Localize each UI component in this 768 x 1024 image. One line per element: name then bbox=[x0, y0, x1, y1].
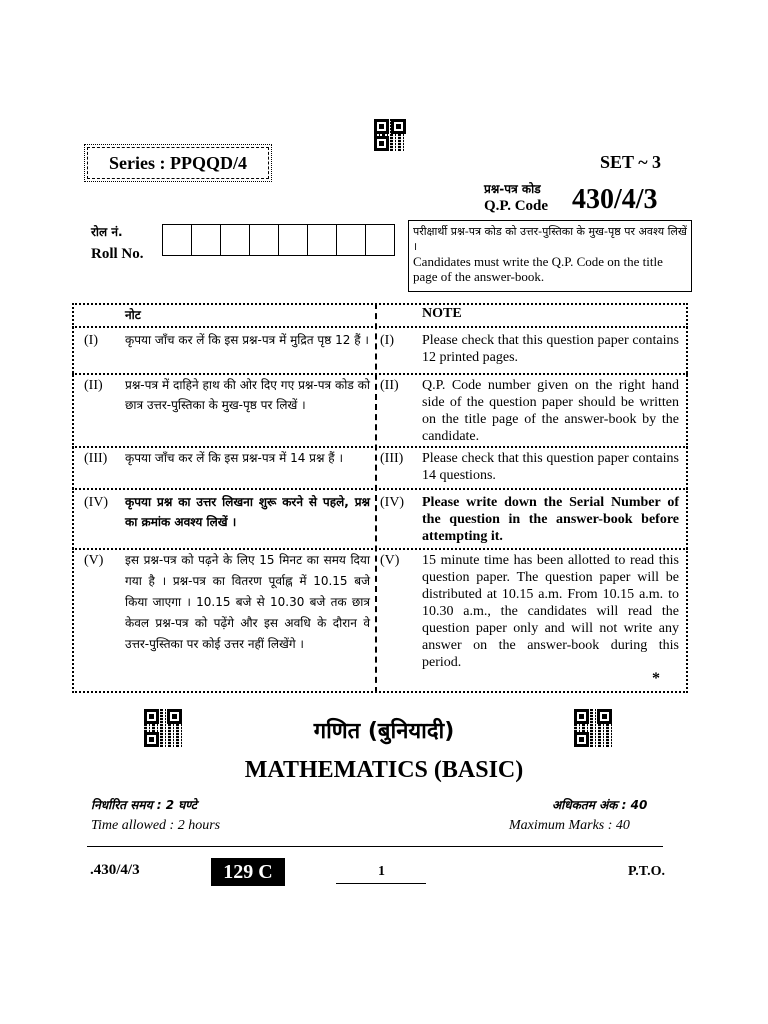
set-label: SET ~ 3 bbox=[600, 152, 662, 172]
subject-title-hindi: गणित (बुनियादी) bbox=[313, 719, 455, 744]
roll-digit-box[interactable] bbox=[308, 225, 337, 255]
note-number: (I) bbox=[84, 333, 98, 348]
note-number: (V) bbox=[84, 553, 104, 568]
footer-paper-code: .430/4/3 bbox=[90, 862, 140, 878]
roll-digit-box[interactable] bbox=[279, 225, 308, 255]
qp-code-label-hindi: प्रश्न-पत्र कोड bbox=[484, 182, 541, 196]
note-number: (III) bbox=[84, 451, 108, 466]
note-text-hindi: कृपया जाँच कर लें कि इस प्रश्न-पत्र में मुद्रित पृष्ठ 12 हैं । bbox=[125, 333, 369, 347]
note-number: (III) bbox=[380, 451, 404, 466]
roll-digit-box[interactable] bbox=[250, 225, 279, 255]
page-number-underline bbox=[336, 883, 426, 884]
qp-code-label: Q.P. Code bbox=[484, 198, 549, 214]
qr-code-icon bbox=[374, 119, 406, 151]
note-number: (II) bbox=[380, 378, 399, 393]
roll-label: Roll No. bbox=[91, 246, 144, 262]
footer-rule bbox=[87, 846, 663, 847]
note-text: Please check that this question paper contains 14 questions. bbox=[422, 451, 679, 483]
roll-digit-box[interactable] bbox=[192, 225, 221, 255]
row-divider bbox=[72, 326, 688, 328]
subject-title: MATHEMATICS (BASIC) bbox=[244, 757, 524, 783]
qp-code-value: 430/4/3 bbox=[572, 184, 658, 215]
note-text: Please write down the Serial Number of the question in the answer-book before attempting it. bbox=[422, 495, 679, 544]
pto-label: P.T.O. bbox=[628, 864, 665, 879]
page-number: 1 bbox=[378, 864, 385, 879]
instruction-hindi: परीक्षार्थी प्रश्न-पत्र कोड को उत्तर-पुस्तिका के मुख-पृष्ठ पर अवश्य लिखें । bbox=[413, 225, 687, 253]
notes-header-hindi: नोट bbox=[125, 308, 141, 322]
note-number: (IV) bbox=[84, 495, 109, 510]
note-number: (V) bbox=[380, 553, 400, 568]
qp-code-instruction-box bbox=[408, 220, 692, 292]
note-text: 15 minute time has been allotted to read this question paper. The question paper will be distributed at 10.15 a.m. From 10.15 a.m. to 10.30 a.m., the candidates will read the question paper only and will not write any answer on the answer-book during this period. bbox=[422, 553, 679, 670]
roll-label-hindi: रोल नं. bbox=[91, 225, 123, 239]
instruction-english: Candidates must write the Q.P. Code on the title page of the answer-book. bbox=[413, 254, 663, 284]
row-divider bbox=[72, 488, 688, 490]
max-marks-hindi: अधिकतम अंक : 40 bbox=[552, 798, 648, 812]
roll-number-boxes[interactable] bbox=[162, 224, 395, 256]
note-text-hindi: प्रश्न-पत्र में दाहिने हाथ की ओर दिए गए प्रश्न-पत्र कोड को छात्र उत्तर-पुस्तिका के मुख-पृष्ठ पर लिखें । bbox=[125, 378, 370, 412]
note-number: (IV) bbox=[380, 495, 405, 510]
note-number: (I) bbox=[380, 333, 394, 348]
note-text-hindi: कृपया प्रश्न का उत्तर लिखना शुरू करने से पहले, प्रश्न का क्रमांक अवश्य लिखें । bbox=[125, 495, 370, 529]
note-text-hindi: इस प्रश्न-पत्र को पढ़ने के लिए 15 मिनट का समय दिया गया है । प्रश्न-पत्र का वितरण पूर्वाह्न में 10.15 बजे किया जाएगा । 10.15 बजे से 10.30 बजे तक छात्र केवल प्रश्न-पत्र को पढ़ेंगे और इस अवधि के दौरान वे उत्तर-पुस्तिका पर कोई उत्तर नहीं लिखेंगे । bbox=[125, 553, 370, 651]
asterisk-mark: * bbox=[652, 670, 660, 687]
column-divider bbox=[375, 303, 377, 693]
roll-digit-box[interactable] bbox=[366, 225, 394, 255]
notes-header: NOTE bbox=[422, 306, 462, 321]
note-text: Q.P. Code number given on the right hand side of the question paper should be written on the title page of the answer-book by the candidate. bbox=[422, 378, 679, 444]
paper-code-badge: 129 C bbox=[211, 858, 285, 886]
roll-digit-box[interactable] bbox=[221, 225, 250, 255]
note-text-hindi: कृपया जाँच कर लें कि इस प्रश्न-पत्र में 14 प्रश्न हैं । bbox=[125, 451, 344, 465]
note-number: (II) bbox=[84, 378, 103, 393]
roll-digit-box[interactable] bbox=[163, 225, 192, 255]
note-text: Please check that this question paper contains 12 printed pages. bbox=[422, 333, 679, 365]
time-allowed-hindi: निर्धारित समय : 2 घण्टे bbox=[91, 798, 197, 812]
max-marks: Maximum Marks : 40 bbox=[509, 818, 630, 833]
series-label: Series : PPQQD/4 bbox=[87, 147, 269, 179]
time-allowed: Time allowed : 2 hours bbox=[91, 818, 221, 833]
roll-digit-box[interactable] bbox=[337, 225, 366, 255]
